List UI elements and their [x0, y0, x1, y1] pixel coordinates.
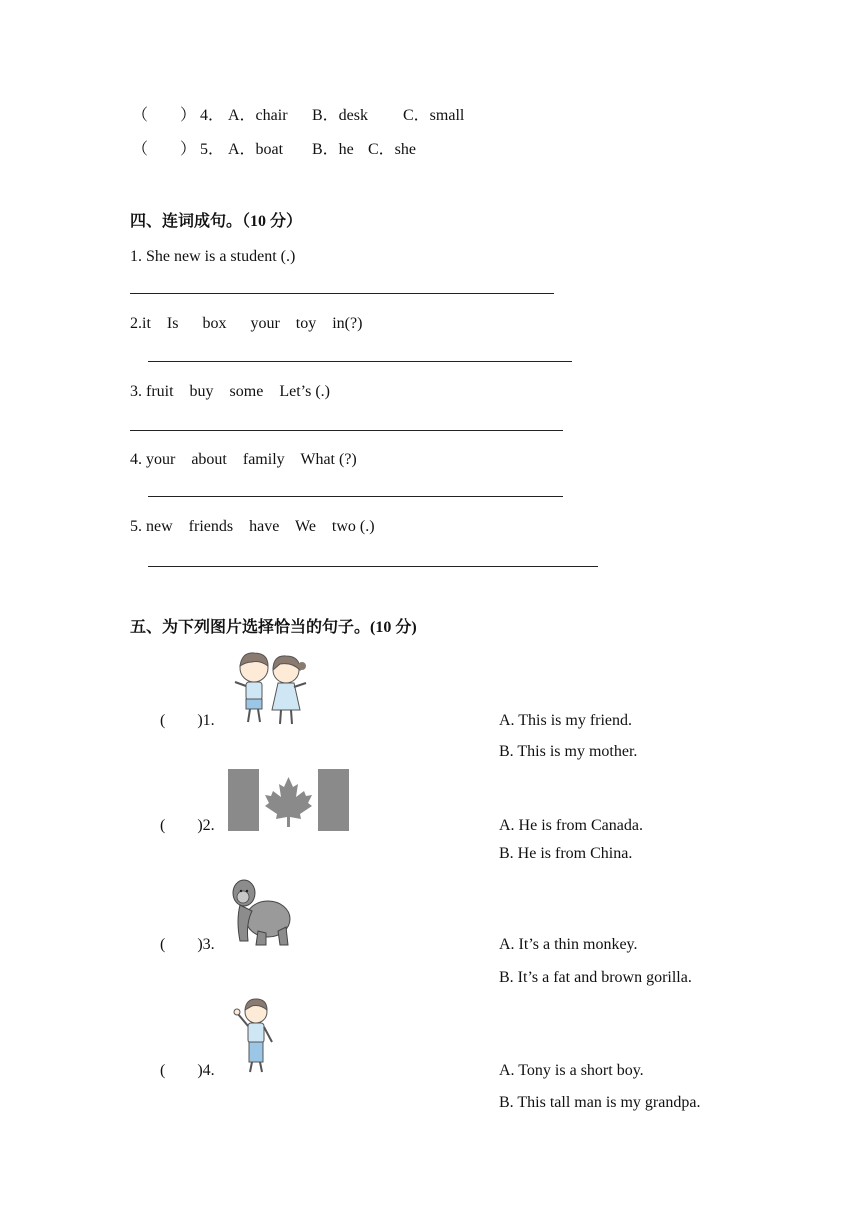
item-number: 5． [200, 141, 225, 158]
choice-b: B. This tall man is my grandpa. [499, 1094, 701, 1111]
answer-line[interactable] [148, 496, 563, 497]
choice-a: A. Tony is a short boy. [499, 1062, 644, 1079]
answer-blank[interactable]: ( )1. [160, 712, 215, 729]
answer-blank[interactable]: ( )3. [160, 936, 215, 953]
question-text: 2.it Is box your toy in(?) [130, 315, 363, 332]
section-title: 五、为下列图片选择恰当的句子。(10 分) [130, 619, 417, 636]
item-blank[interactable]: （ ） [132, 141, 197, 158]
boy-waving-icon [232, 996, 278, 1076]
choice-b: B. It’s a fat and brown gorilla. [499, 969, 692, 986]
section-title: 四、连词成句。（10 分） [130, 213, 303, 230]
canada-flag-icon [228, 769, 349, 831]
option-c: C．small [403, 107, 465, 124]
option-a: A．chair [228, 107, 288, 124]
question-text: 3. fruit buy some Let’s (.) [130, 383, 330, 400]
question-text: 1. She new is a student (.) [130, 248, 296, 265]
option-b: B．desk [312, 107, 369, 124]
gorilla-icon [228, 877, 292, 947]
answer-line[interactable] [148, 361, 572, 362]
choice-b: B. This is my mother. [499, 743, 638, 760]
option-b: B．he [312, 141, 354, 158]
item-blank[interactable]: （ ） [132, 107, 197, 124]
item-number: 4． [200, 107, 225, 124]
answer-blank[interactable]: ( )2. [160, 817, 215, 834]
answer-blank[interactable]: ( )4. [160, 1062, 215, 1079]
choice-a: A. This is my friend. [499, 712, 633, 729]
choice-b: B. He is from China. [499, 845, 633, 862]
answer-line[interactable] [130, 430, 563, 431]
question-text: 4. your about family What (?) [130, 451, 357, 468]
question-text: 5. new friends have We two (.) [130, 518, 375, 535]
two-children-icon [230, 650, 310, 728]
choice-a: A. He is from Canada. [499, 817, 643, 834]
option-c: C．she [368, 141, 417, 158]
option-a: A．boat [228, 141, 284, 158]
answer-line[interactable] [148, 566, 598, 567]
choice-a: A. It’s a thin monkey. [499, 936, 638, 953]
answer-line[interactable] [130, 293, 554, 294]
